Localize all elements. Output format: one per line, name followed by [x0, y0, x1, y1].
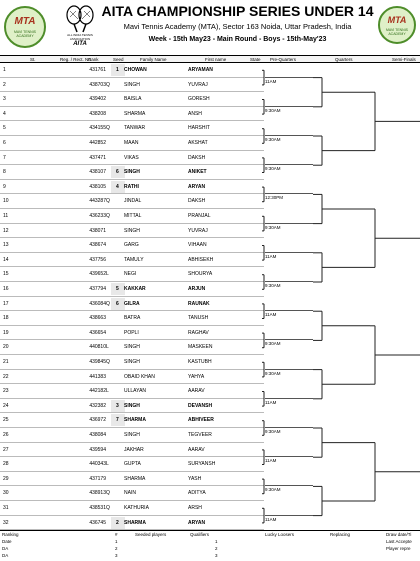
player-rank-tag: Q [106, 198, 110, 205]
match-time: 9:30AM [265, 370, 281, 376]
player-reg-no: 438703 [89, 81, 106, 88]
player-first-name: ARSH [188, 505, 202, 511]
player-family-name: SHARMA [124, 417, 146, 424]
aita-logo-text: AITA [73, 41, 87, 47]
player-first-name: YAHYA [188, 373, 205, 380]
player-family-name: JINDAL [124, 198, 142, 205]
bracket-svg [0, 55, 420, 530]
player-reg-no: 442852 [89, 140, 106, 146]
player-reg-no: 439402 [89, 96, 106, 103]
player-first-name: YASH [188, 475, 202, 482]
col-first: First name [205, 57, 227, 62]
match-time: 9:30AM [265, 137, 281, 142]
player-rank-tag: Q [106, 300, 110, 307]
player-family-name: SINGH [124, 169, 140, 176]
player-first-name: ADITYA [188, 490, 206, 497]
player-family-name: SINGH [124, 402, 140, 409]
player-reg-no: 432382 [89, 402, 106, 409]
draw-sheet [0, 55, 420, 530]
player-number: 29 [3, 475, 9, 482]
player-reg-no: 437471 [89, 154, 106, 161]
player-first-name: ANIKET [188, 169, 207, 176]
player-first-name: ARYAN [188, 183, 206, 190]
player-reg-no: 440810 [89, 344, 106, 351]
player-number: 24 [3, 402, 9, 409]
player-reg-no: 438913 [89, 490, 106, 497]
footer-replacing: Replacing [330, 532, 351, 537]
footer-da2: DA [2, 553, 9, 558]
player-reg-no: 442182 [89, 388, 106, 395]
player-number: 7 [3, 154, 6, 161]
player-family-name: SHARMA [124, 110, 146, 117]
player-family-name: KATHURIA [124, 505, 149, 511]
player-first-name: TANUSH [188, 315, 209, 322]
mta-logo-right [378, 6, 416, 44]
player-reg-no: 436233 [89, 213, 106, 219]
player-reg-no: 439845 [89, 359, 106, 365]
player-reg-no: 438674 [89, 242, 106, 249]
col-pre-quarters: Pre-Quarters [270, 57, 297, 62]
footer-da1: DA [2, 546, 9, 551]
player-reg-no: 436654 [89, 329, 106, 336]
player-seed: 4 [116, 183, 119, 190]
col-semis: Semi-Finals [392, 57, 416, 62]
footer [0, 530, 420, 561]
player-number: 12 [3, 227, 9, 234]
mta-logo-left [4, 6, 46, 48]
player-number: 26 [3, 432, 9, 438]
footer-date: Date [2, 539, 12, 544]
player-first-name: HARSHIT [188, 125, 210, 132]
player-first-name: VIHAAN [188, 242, 207, 249]
player-reg-no: 438208 [89, 110, 106, 117]
player-number: 10 [3, 198, 9, 205]
event-line: Week - 15th May23 - Main Round - Boys - 15th-May'23 [148, 36, 327, 43]
player-first-name: SHOURYA [188, 271, 213, 278]
player-number: 9 [3, 183, 6, 190]
col-rank: Rank [88, 57, 99, 62]
match-time: 9:30AM [265, 429, 281, 434]
player-rank-tag: Q [106, 81, 110, 88]
player-first-name: DEVANSH [188, 402, 213, 409]
player-family-name: BATRA [124, 315, 141, 322]
player-rank-tag: Q [106, 359, 110, 365]
player-rank-tag: L [106, 461, 109, 468]
player-family-name: MAAN [124, 140, 139, 146]
player-first-name: RAGHAV [188, 329, 209, 336]
player-number: 23 [3, 388, 9, 395]
player-family-name: NAIN [124, 490, 136, 497]
match-time: 9:30AM [265, 166, 281, 172]
player-reg-no: 438531 [89, 505, 106, 511]
footer-ranking: Ranking [2, 532, 19, 537]
player-reg-no: 436972 [89, 417, 106, 424]
player-reg-no: 440343 [89, 461, 106, 468]
footer-qual-2: 2 [215, 546, 218, 551]
player-first-name: MASKEEN [188, 344, 213, 351]
player-family-name: MITTAL [124, 213, 142, 219]
player-family-name: GUPTA [124, 461, 141, 468]
player-family-name: POPLI [124, 329, 139, 336]
aita-logo-subtext: ALL INDIA TENNIS ASSOCIATION [67, 33, 93, 41]
player-reg-no: 437794 [89, 286, 106, 292]
player-family-name: NEGI [124, 271, 137, 278]
bracket-lines [0, 55, 420, 530]
player-family-name: CHOWAN [124, 67, 147, 73]
player-family-name: SINGH [124, 344, 140, 351]
player-family-name: BAISLA [124, 96, 142, 103]
player-family-name: SINGH [124, 227, 140, 234]
player-first-name: KASTUBH [188, 359, 212, 365]
player-first-name: YUVRAJ [188, 227, 208, 234]
player-number: 16 [3, 286, 9, 292]
player-reg-no: 438107 [89, 169, 106, 176]
match-time: 9:30AM [265, 341, 281, 347]
player-family-name: SINGH [124, 81, 140, 88]
match-time: 9:30AM [265, 107, 281, 113]
player-reg-no: 438105 [89, 183, 106, 190]
player-family-name: SINGH [124, 359, 140, 365]
player-reg-no: 439652 [89, 271, 106, 278]
player-number: 2 [3, 81, 6, 88]
player-number: 20 [3, 344, 9, 351]
player-family-name: RATHI [124, 183, 139, 190]
player-rank-tag: Q [106, 125, 110, 132]
footer-last-accepted: Last Accepte [386, 539, 412, 544]
match-time: 11AM [265, 458, 277, 464]
footer-qual-3: 3 [215, 553, 218, 558]
player-number: 21 [3, 359, 9, 365]
player-number: 8 [3, 169, 6, 176]
player-first-name: GORESH [188, 96, 210, 103]
match-time: 9:30AM [265, 283, 281, 288]
player-reg-no: 438663 [89, 315, 106, 322]
player-number: 4 [3, 110, 6, 117]
player-family-name: TANWAR [124, 125, 146, 132]
player-first-name: PRANJAL [188, 213, 211, 219]
player-number: 13 [3, 242, 9, 249]
footer-seed-2: 2 [115, 546, 118, 551]
player-number: 11 [3, 213, 9, 219]
player-reg-no: 434155 [89, 125, 106, 132]
player-rank-tag: L [106, 388, 109, 395]
player-seed: 6 [116, 169, 119, 176]
player-seed: 3 [116, 402, 119, 409]
player-family-name: SINGH [124, 432, 140, 438]
player-seed: 7 [116, 417, 119, 424]
player-seed: 6 [116, 300, 119, 307]
player-number: 18 [3, 315, 9, 322]
match-time: 11AM [265, 399, 277, 405]
player-first-name: RAUNAK [188, 300, 210, 307]
player-family-name: ULLAYAN [124, 388, 147, 395]
player-reg-no: 436084 [89, 300, 106, 307]
player-family-name: GARG [124, 242, 139, 249]
player-family-name: SHARMA [124, 475, 146, 482]
player-family-name: OBAID KHAN [124, 373, 155, 380]
page-title: AITA CHAMPIONSHIP SERIES UNDER 14 [101, 3, 374, 19]
player-reg-no: 437179 [89, 475, 106, 482]
player-family-name: TAMULY [124, 256, 144, 263]
mta-logo-subtext: MAVI TENNIS ACADEMY [13, 30, 37, 38]
player-number: 14 [3, 256, 9, 263]
player-seed: 2 [116, 519, 119, 526]
player-rank-tag: Q [106, 505, 110, 511]
player-rank-tag: Q [106, 490, 110, 497]
player-seed: 5 [116, 286, 119, 292]
player-number: 22 [3, 373, 9, 380]
racket-icon [62, 5, 98, 33]
col-state: State [250, 57, 261, 62]
player-number: 19 [3, 329, 9, 336]
match-time: 12:30PM [265, 195, 284, 201]
player-reg-no: 438071 [89, 227, 106, 234]
footer-seed-1: 1 [115, 539, 118, 544]
footer-lucky-losers: Lucky Loosers [265, 532, 295, 537]
player-first-name: SURYANSH [188, 461, 216, 468]
player-number: 17 [3, 300, 9, 307]
player-family-name: SHARMA [124, 519, 146, 526]
player-reg-no: 436745 [89, 519, 106, 526]
player-number: 31 [3, 505, 9, 511]
footer-seeded: Seeded players [135, 532, 167, 537]
player-first-name: ANSH [188, 110, 202, 117]
player-rank-tag: L [106, 344, 109, 351]
player-number: 28 [3, 461, 9, 468]
player-first-name: AARAV [188, 446, 205, 453]
player-first-name: YUVRAJ [188, 81, 208, 88]
match-time: 11AM [265, 78, 277, 84]
player-family-name: JAKHAR [124, 446, 144, 453]
player-family-name: VIKAS [124, 154, 139, 161]
player-number: 27 [3, 446, 9, 453]
player-family-name: KAKKAR [124, 286, 146, 292]
player-number: 1 [3, 67, 6, 73]
match-time: 11AM [265, 312, 277, 318]
col-quarters: Quarters [335, 57, 353, 62]
player-first-name: ABHISEKH [188, 256, 214, 263]
match-time: 9:30AM [265, 487, 281, 493]
player-number: 32 [3, 519, 9, 526]
player-reg-no: 441383 [89, 373, 106, 380]
footer-qual-1: 1 [215, 539, 218, 544]
player-reg-no: 443287 [89, 198, 106, 205]
mta-logo-subtext: MAVI TENNIS ACADEMY [385, 28, 409, 36]
player-first-name: ARYAMAN [188, 67, 213, 73]
footer-seed-3: 3 [115, 553, 118, 558]
footer-qualifiers: Qualifiers [190, 532, 210, 537]
mta-logo-text: MTA [387, 15, 407, 25]
aita-logo [62, 5, 98, 49]
col-seed: Seed [113, 57, 124, 62]
header [0, 0, 420, 55]
player-number: 25 [3, 417, 9, 424]
footer-draw-date: Draw date/Ti [386, 532, 412, 537]
player-number: 15 [3, 271, 9, 278]
col-reg: Reg. / Rect. No [60, 57, 91, 62]
player-family-name: GILRA [124, 300, 140, 307]
player-number: 30 [3, 490, 9, 497]
player-seed: 1 [116, 67, 119, 73]
player-first-name: AARAV [188, 388, 205, 395]
match-time: 11AM [265, 253, 277, 259]
player-first-name: DAKSH [188, 198, 206, 205]
player-number: 5 [3, 125, 6, 132]
player-reg-no: 438084 [89, 432, 106, 438]
player-first-name: TEGVEER [188, 432, 212, 438]
footer-player-rep: Player repre [386, 546, 411, 551]
player-rank-tag: Q [106, 213, 110, 219]
col-st: St. [30, 57, 36, 62]
player-first-name: AKSHAT [188, 140, 208, 146]
venue-line: Mavi Tennis Academy (MTA), Sector 163 Noida, Uttar Pradesh, India [123, 22, 352, 31]
player-first-name: ARYAN [188, 519, 206, 526]
player-reg-no: 439594 [89, 446, 106, 453]
player-first-name: DAKSH [188, 154, 206, 161]
match-time: 9:30AM [265, 224, 281, 230]
player-number: 6 [3, 140, 6, 146]
player-first-name: ARJUN [188, 286, 206, 292]
mta-logo-text: MTA [14, 16, 36, 27]
player-first-name: ABHIVEER [188, 417, 214, 424]
player-reg-no: 437756 [89, 256, 106, 263]
player-number: 3 [3, 96, 6, 103]
player-rank-tag: L [106, 271, 109, 278]
col-family: Family Name [140, 57, 167, 62]
match-time: 11AM [265, 516, 277, 522]
player-reg-no: 431761 [89, 67, 106, 73]
footer-hash: # [115, 532, 118, 537]
